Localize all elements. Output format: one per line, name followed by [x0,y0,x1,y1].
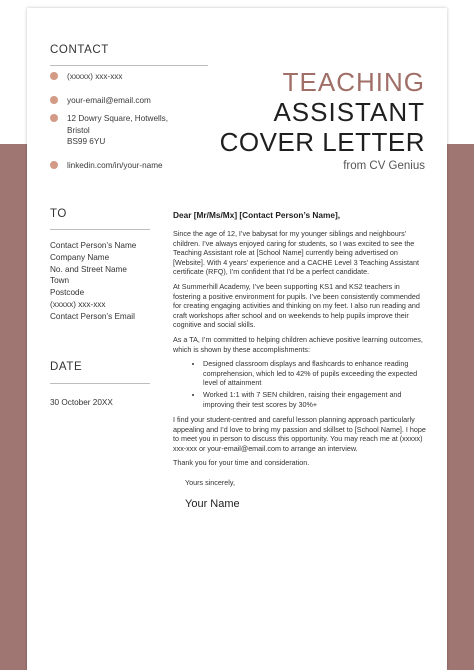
email-icon [50,96,58,104]
signature-name: Your Name [185,497,240,510]
accomplishment-item: • Designed classroom displays and flashcards to enhance reading comprehension, which led to 42% of pupils exceeding the expected level of attainment [203,359,429,388]
contact-divider [50,65,208,66]
recipient-line: Town [50,276,70,286]
paragraph-intro: Since the age of 12, I’ve babysat for my younger siblings and neighbours’ children. I’ve always enjoyed caring for students, so I was excited to see the Teaching Assistant role at [School Name] currently being advertised on [Website]. With 4 years’ experience and a CACHE Level 3 Teaching Assistant certificate (RFQ), I’m confident that I’d be a perfect candidate. [173,229,419,277]
to-divider [50,229,150,230]
location-icon [50,114,58,122]
title-line-3: COVER LETTER [219,127,425,157]
title-byline: from CV Genius [343,160,425,172]
salutation: Dear [Mr/Ms/Mx] [Contact Person’s Name], [173,210,341,220]
contact-address [50,113,168,148]
date-heading: DATE [50,361,83,373]
address-line-3: BS99 6YU [67,137,106,146]
contact-linkedin-text: linkedin.com/in/your-name [67,161,163,170]
to-heading: TO [50,208,67,220]
paragraph-closing: I find your student-centred and careful lesson planning approach particularly appealing and I’d love to bring my passion and skillset to [School Name]. I hope to meet you in person to discuss this opportunity. You may reach me at (xxxxx) xxx-xxx or your-email@email.com to arrange an interview. [173,415,426,453]
date-divider [50,383,150,384]
accomplishment-item: • Worked 1:1 with 7 SEN children, raising their engagement and improving their test scores by 30%+ [203,390,429,409]
recipient-line: No. and Street Name [50,264,127,274]
recipient-line: Contact Person’s Name [50,241,137,250]
linkedin-icon [50,161,58,169]
contact-linkedin [50,160,163,172]
paragraph-experience: At Summerhill Academy, I’ve been supporting KS1 and KS2 teachers in fostering a positive environment for pupils. I’ve been consistently commended for creating engaging activities and thinking on my feet. I also run reading and craft workshops after school and on weekends to help pupils improve their cognitive and social skills. [173,281,420,330]
contact-phone [50,71,123,83]
accomplishment-list [173,359,429,409]
paragraph-accomplishments: As a TA, I’m committed to helping children achieve positive learning outcomes, which is shown by these accomplishments: [173,334,423,354]
contact-email [50,95,151,107]
recipient-line: Postcode [50,288,85,298]
letter-body [173,210,429,510]
address-line-2: Bristol [67,125,90,135]
address-line-1: 12 Dowry Square, Hotwells, [67,114,169,123]
recipient-line: Contact Person’s Email [50,311,135,321]
title-line-2: ASSISTANT [273,97,425,127]
paragraph-thanks: Thank you for your time and consideration. [173,458,310,468]
contact-email-text: your-email@email.com [67,96,151,105]
cover-letter-page [27,8,447,670]
recipient-line: Company Name [50,252,110,262]
sign-off: Yours sincerely, [185,478,235,488]
title-line-1: TEACHING [282,67,425,97]
recipient-line: (xxxxx) xxx-xxx [50,299,106,309]
contact-heading: CONTACT [50,44,109,56]
contact-phone-text: (xxxxx) xxx-xxx [67,72,123,81]
date-value: 30 October 20XX [50,398,113,407]
recipient-block [50,240,160,323]
phone-icon [50,72,58,80]
